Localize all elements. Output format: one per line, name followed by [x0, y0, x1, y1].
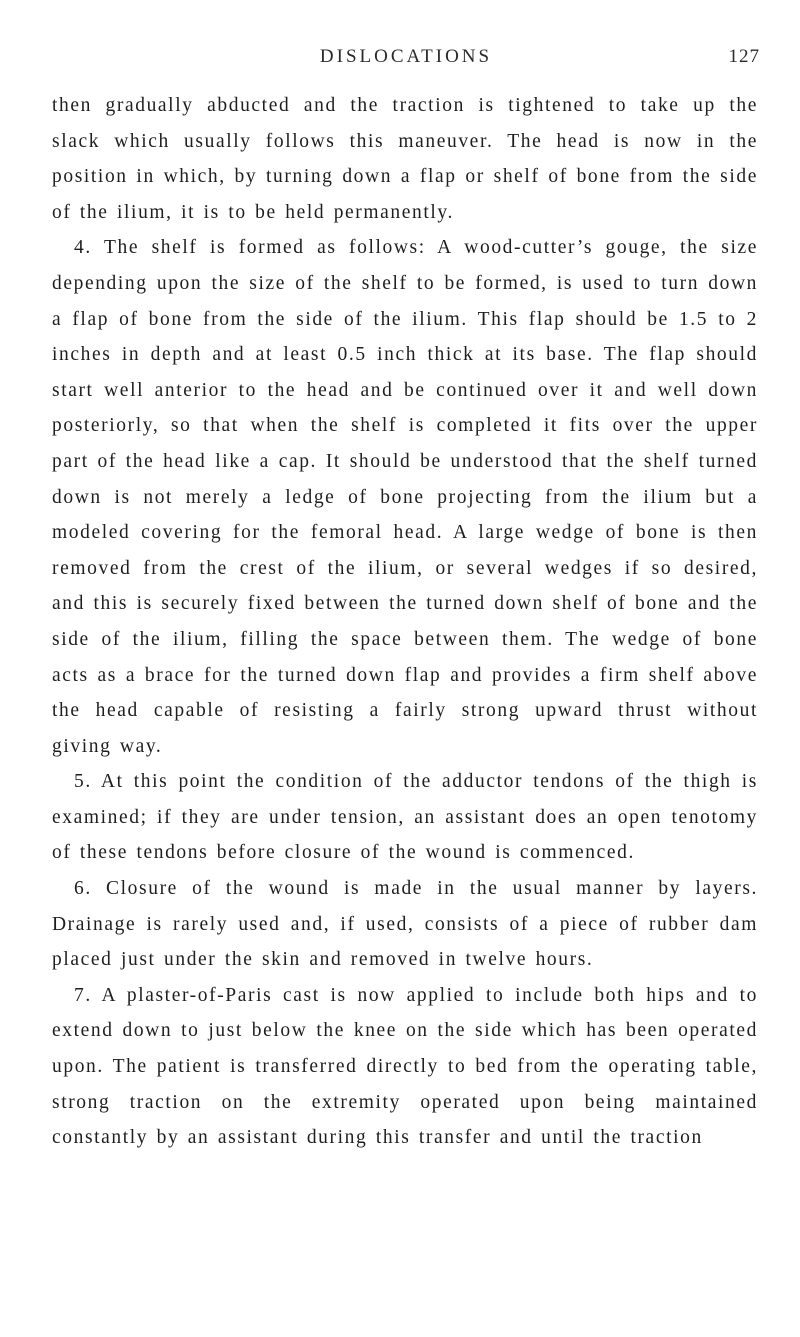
running-head: [52, 46, 760, 76]
paragraph-step-4: 4. The shelf is formed as follows: A wood-cutter’s gouge, the size depending upon the size of the shelf to be formed, is used to turn down a flap of bone from the side of the ilium. This flap should be 1.5 to 2 inches in depth and at least 0.5 inch thick at its base. The flap should start well anterior to the head and be continued over it and well down posteriorly, so that when the shelf is completed it fits over the upper part of the head like a cap. It should be understood that the shelf turned down is not merely a ledge of bone projecting from the ilium but a modeled covering for the femoral head. A large wedge of bone is then removed from the crest of the ilium, or several wedges if so desired, and this is securely fixed between the turned down shelf of bone and the side of the ilium, filling the space between them. The wedge of bone acts as a brace for the turned down flap and provides a firm shelf above the head capable of resisting a fairly strong upward thrust without giving way.: [52, 237, 758, 757]
body-text: [52, 88, 758, 1156]
paragraph-step-7: 7. A plaster-of-Paris cast is now applied to include both hips and to extend down to just below the knee on the side which has been operated upon. The patient is transferred directly to bed from the operating table, strong traction on the extremity operated upon being maintained constantly by an assistant during this transfer and until the traction: [52, 984, 758, 1149]
paragraph-step-6: 6. Closure of the wound is made in the usual manner by layers. Drainage is rarely used and, if used, consists of a piece of rubber dam placed just under the skin and removed in twelve hours.: [52, 878, 758, 971]
paragraph-continuation: then gradually abducted and the traction is tightened to take up the slack which usually follows this maneuver. The head is now in the position in which, by turning down a flap or shelf of bone from the side of the ilium, it is to be held permanently.: [52, 95, 758, 223]
paragraph-step-5: 5. At this point the condition of the adductor tendons of the thigh is examined; if they are under tension, an assistant does an open tenotomy of these tendons before closure of the wound is commenced.: [52, 771, 758, 864]
page-number: 127: [728, 46, 760, 67]
running-title: DISLOCATIONS: [319, 46, 493, 67]
